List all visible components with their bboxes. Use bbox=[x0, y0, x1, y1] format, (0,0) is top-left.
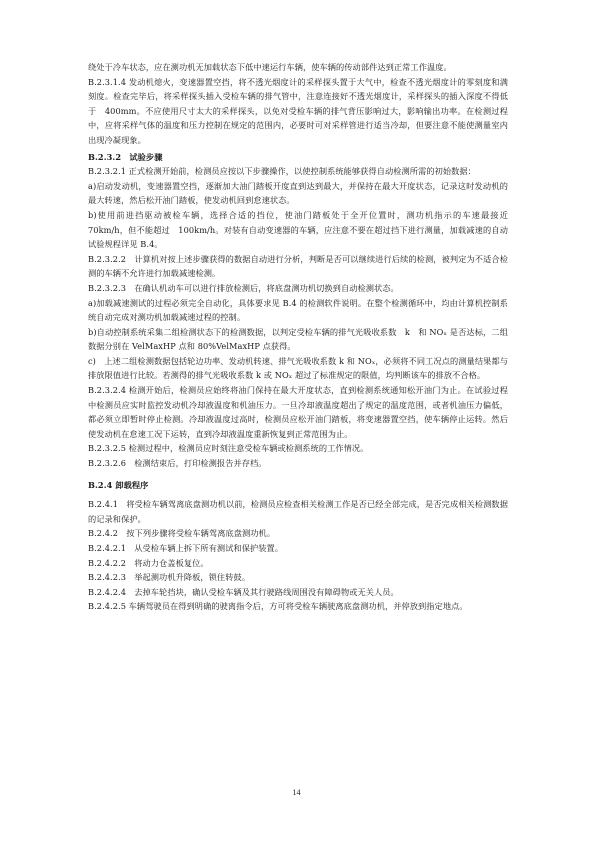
paragraph: B.2.3.2.6 检测结束后，打印检测报告并存档。 bbox=[88, 458, 267, 469]
paragraph-gap bbox=[88, 471, 508, 476]
paragraph: B.2.3.2.1 正式检测开始前，检测员应按以下步骤操作，以使控制系统能够获得自动检测所需的初始数据： bbox=[88, 166, 476, 177]
paragraph: b)使用前进挡驱动被检车辆，选择合适的挡位，使油门踏板处于全开位置时，测功机指示的车速最接近 70km/h，但不能超过 100km/h。对装有自动变速器的车辆，应注意不要在超过挡下进行测量，加载减速的自动试验规程详见 B.4。 bbox=[88, 209, 517, 250]
paragraph: 绕处于冷车状态，应在测功机无加载状态下低中速运行车辆，使车辆的传动部件达到正常工作温度。 bbox=[88, 62, 452, 72]
paragraph: B.2.3.2.3 在确认机动车可以进行排放检测后，将底盘测功机切换到自动检测状态。 bbox=[88, 282, 399, 293]
paragraph: a)启动发动机，变速器置空挡，逐渐加大油门踏板开度直到达到最大，并保持在最大开度状态，记录这时发动机的最大转速，然后松开油门踏板，使发动机回到怠速状态。 bbox=[88, 180, 508, 206]
paragraph: c) 上述二组检测数据包括轮边功率、发动机转速、排气光吸收系数 k 和 NOₓ，必须将不同工况点的测量结果都与排放限值进行比较。若测得的排气光吸收系数 k 或 NOₓ 超过了标准规定的限值，均判断该车的排放不合格。 bbox=[88, 355, 508, 381]
paragraph: B.2.4.2.1 从受检车辆上拆下所有测试和保护装置。 bbox=[88, 543, 284, 553]
paragraph: B.2.4.2.2 将动力仓盖板复位。 bbox=[88, 557, 209, 568]
paragraph: B.2.3.2.5 检测过程中，检测员应时刻注意受检车辆或检测系统的工作情况。 bbox=[88, 443, 369, 454]
paragraph: B.2.4.2 按下列步骤将受检车辆驾离底盘测功机。 bbox=[88, 528, 276, 539]
paragraph: a)加载减速测试的过程必须完全自动化，具体要求见 B.4 的检测软件说明。在整个检测循环中，均由计算机控制系统自动完成对测功机加载减速过程的控制。 bbox=[88, 297, 508, 323]
paragraph: B.2.4.2.5 车辆驾驶员在得到明确的驶离指令后，方可将受检车辆驶离底盘测功机，并停放到指定地点。 bbox=[88, 601, 468, 612]
paragraph: B.2.4.2.4 去掉车轮挡块，确认受检车辆及其行驶路线周围没有障碍物或无关人员。 bbox=[88, 586, 399, 597]
paragraph: B.2.3.1.4 发动机熄火，变速器置空挡，将不透光烟度计的采样探头置于大气中，检查不透光烟度计的零刻度和满刻度。检查完毕后，将采样探头插入受检车辆的排气管中，注意连接好不透光烟度计，采样探头的插入深度不得低于 400mm。不应使用尺寸太大的采样探头，以免对受检车辆的排气背压影响过大，影响输出功率。在检测过程中，应将采样气体的温度和压力控制在规定的范围内，必要时可对采样管进行适当冷却，但要注意不能使测量室内出现冷凝现象。 bbox=[88, 76, 508, 145]
paragraph: B.2.4.1 将受检车辆驾离底盘测功机以前，检测员应检查相关检测工作是否已经全部完成，是否完成相关检测数据的记录和保护。 bbox=[88, 499, 508, 524]
section-heading: B.2.4 卸载程序 bbox=[88, 479, 149, 490]
document-body bbox=[88, 60, 517, 614]
paragraph: B.2.4.2.3 举起测功机升降板，锁住转鼓。 bbox=[88, 572, 250, 583]
paragraph: B.2.3.2.2 计算机对按上述步骤获得的数据自动进行分析，判断是否可以继续进行后续的检测，被判定为不适合检测的车辆不允许进行加载减速检测。 bbox=[88, 253, 508, 279]
paragraph: b)自动控制系统采集二组检测状态下的检测数据，以判定受检车辆的排气光吸收系数 k 和 NOₓ 是否达标，二组数据分别在 VelMaxHP 点和 80%VelMaxHP 点获得。 bbox=[88, 326, 508, 352]
paragraph: B.2.3.2.4 检测开始后，检测员应始终将油门保持在最大开度状态，直到检测系统通知松开油门为止。在试验过程中检测员应实时监控发动机冷却液温度和机油压力。一旦冷却液温度超出了规定的温度范围，或者机油压力偏低，都必须立即暂时停止检测。冷却液温度过高时，检测员应松开油门踏板，将变速器置空挡，使车辆停止运转。然后使发动机在怠速工况下运转，直到冷却液温度重新恢复到正常范围为止。 bbox=[88, 385, 508, 439]
page-number: 14 bbox=[292, 788, 301, 797]
section-heading: B.2.3.2 试验步骤 bbox=[88, 151, 163, 162]
